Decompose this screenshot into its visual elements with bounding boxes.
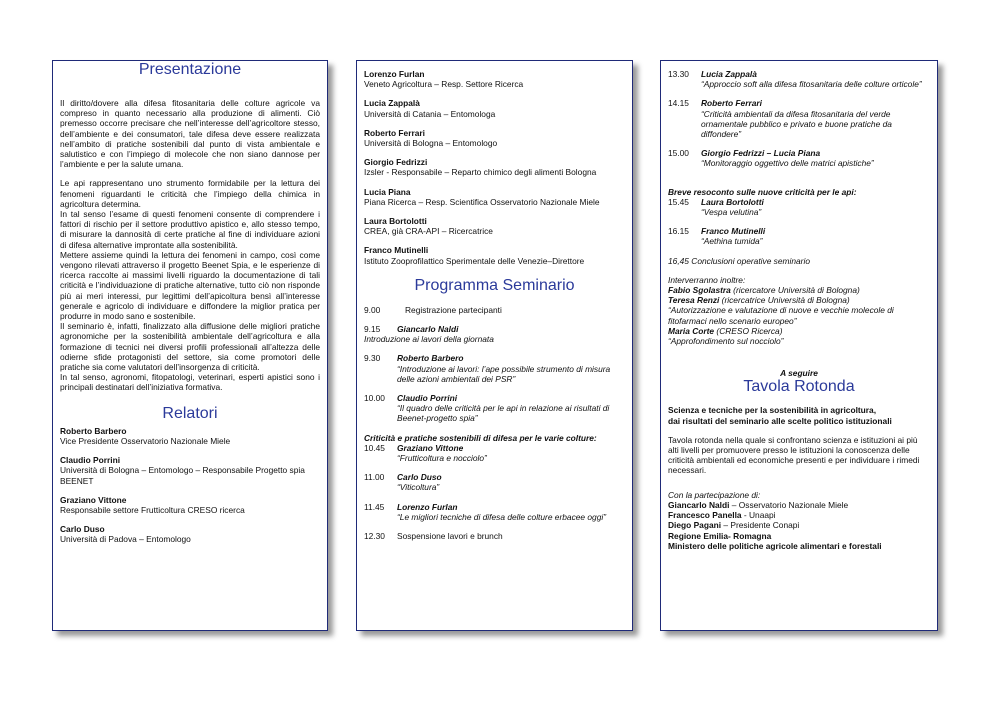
schedule-time: 11.00 — [364, 472, 385, 483]
relatore-entry — [364, 98, 625, 118]
schedule-speaker: Giancarlo Naldi — [397, 324, 459, 335]
schedule-item — [668, 226, 930, 246]
conclusion: 16,45 Conclusioni operative seminario — [668, 255, 810, 266]
relatore-role: Università di Padova – Entomologo — [60, 534, 191, 545]
participant — [668, 541, 930, 551]
schedule-item — [364, 472, 625, 492]
guest-role: (CRESO Ricerca) — [714, 325, 783, 336]
relatore-entry — [364, 69, 625, 89]
schedule-speaker: Lorenzo Furlan — [397, 501, 458, 512]
schedule-item — [668, 197, 930, 217]
schedule-talk-title: “Introduzione ai lavori: l’ape possibile strumento di misura delle azioni ambientali dei PSR” — [397, 363, 611, 384]
relatori-title: Relatori — [162, 404, 218, 422]
participant — [668, 510, 930, 520]
relatore-name: Lucia Zappalà — [364, 98, 420, 109]
schedule-talk-title: “Approccio soft alla difesa fitosanitaria delle colture orticole” — [701, 79, 922, 90]
schedule-time: 13.30 — [668, 69, 689, 79]
a-seguire-label: A seguire — [780, 368, 818, 379]
presentazione-paragraph: Il seminario è, infatti, finalizzato alla diffusione delle migliori pratiche agronomiche per la sostenibilità ambientale dell’agricoltura e alla formazione di tecnici nei diversi profili professionali all’altezza delle odierne sfide protagonisti del settore, sia come promotori delle pratiche sia come valutatori dell’insorgenza di criticità. — [60, 321, 320, 373]
panel-left — [52, 60, 328, 631]
tavola-title: Tavola Rotonda — [743, 378, 855, 396]
relatore-role: Responsabile settore Frutticoltura CRESO ricerca — [60, 504, 245, 515]
schedule-time: 10.45 — [364, 442, 385, 453]
schedule-speaker: Carlo Duso — [397, 472, 442, 483]
schedule-talk-title: “Monitoraggio oggettivo delle matrici apistiche” — [701, 158, 874, 169]
presentazione-paragraph: In tal senso, agronomi, fitopatologi, veterinari, esperti apistici sono i principali destinatari dell’iniziativa formativa. — [60, 372, 320, 393]
schedule-talk-title: “Frutticoltura e nocciolo” — [397, 453, 487, 464]
participant — [668, 500, 930, 510]
relatore-name: Lucia Piana — [364, 186, 411, 197]
schedule-speaker: Graziano Vittone — [397, 442, 464, 453]
participant-name: Ministero delle politiche agricole alimentari e forestali — [668, 540, 882, 551]
schedule-item — [668, 69, 930, 89]
relatore-role: CREA, già CRA-API – Ricercatrice — [364, 226, 493, 237]
schedule-time: 9.00 — [364, 304, 381, 315]
participant — [668, 520, 930, 530]
guest-role: (ricercatrice Università di Bologna) — [719, 295, 850, 306]
schedule-item — [364, 531, 625, 541]
tavola-subtitle: dai risultati del seminario alle scelte politico istituzionali — [668, 415, 892, 426]
participant-role: – Presidente Conapi — [721, 520, 800, 531]
schedule-item — [364, 324, 625, 344]
relatore-entry — [364, 245, 625, 265]
schedule-time: 15.00 — [668, 148, 689, 159]
participant-name: Francesco Panella — [668, 510, 742, 521]
presentazione-paragraph: In tal senso l’esame di questi fenomeni consente di comprendere i fattori di rischio per il settore produttivo apistico e, allo stesso tempo, di misurare la dannosità di certe pratiche al fine di individuare azioni di difesa alternative improntate alla sostenibilità. — [60, 209, 320, 250]
schedule-speaker: Franco Mutinelli — [701, 226, 766, 237]
participant-name: Giancarlo Naldi — [668, 499, 730, 510]
schedule-item — [364, 305, 625, 315]
guest-name: Maria Corte — [668, 325, 715, 336]
schedule-time: 16.15 — [668, 226, 689, 237]
relatore-name: Franco Mutinelli — [364, 245, 429, 256]
schedule-time: 9.30 — [364, 353, 381, 364]
participant-name: Regione Emilia- Romagna — [668, 530, 772, 541]
criticita-heading: Criticità e pratiche sostenibili di difesa per le varie colture: — [364, 432, 597, 443]
presentazione-paragraph: Il diritto/dovere alla difesa fitosanitaria delle colture agricole va compreso in quanto necessario alla produzione di alimenti. Ciò premesso occorre precisare che nell’interesse dell’agricoltore stesso, dell’ambiente e dei consumatori, tale difesa deve essere realizzata nell’ambito di pratiche sostenibili dal punto di vista ambientale e salutistico e con l’impiego di molecole che non siano dannose per l’ambiente e per la salute umana. — [60, 98, 320, 170]
relatore-role: Università di Bologna – Entomologo – Responsabile Progetto spia BEENET — [60, 465, 305, 486]
participant-role: - Unaapi — [741, 510, 776, 521]
schedule-time: 15.45 — [668, 196, 689, 207]
schedule-talk-title: “Vespa velutina” — [701, 207, 762, 218]
schedule-talk-title: “Criticità ambientali da difesa fitosanitaria del verde ornamentale pubblico e privato e buone pratiche da diffondere” — [701, 108, 892, 140]
schedule-text: Introduzione ai lavori della giornata — [364, 334, 494, 345]
schedule-speaker: Roberto Barbero — [397, 353, 464, 364]
schedule-speaker: Laura Bortolotti — [701, 196, 764, 207]
presentazione-paragraph: Mettere assieme quindi la lettura dei fenomeni in campo, così come vengono rilevati attraverso il progetto Beenet Spia, e le esperienze di ricerca raccolte ai massimi livelli riguardo la documentazione di tali criticità e l’individuazione di pratiche alternative, tutto ciò non risponde più ai meri interessi, pur legittimi dell’apicoltura bensì all’interesse generale e agricolo di individuare e diffondere la miglior pratica per produrre in modo sano e sostenibile. — [60, 249, 320, 322]
interverranno-heading: Interverranno inoltre: — [668, 274, 746, 285]
schedule-time: 12.30 — [364, 531, 385, 542]
relatore-name: Claudio Porrini — [60, 455, 121, 466]
schedule-talk-title: “Il quadro delle criticità per le api in relazione ai risultati di Beenet-progetto spia” — [397, 403, 610, 424]
relatore-entry — [60, 426, 320, 446]
relatore-entry — [60, 524, 320, 544]
relatore-name: Lorenzo Furlan — [364, 69, 425, 79]
guest-talk-title: “Autorizzazione e valutazione di nuove e vecchie molecole di fitofarmaci nello scenario europeo” — [668, 305, 894, 326]
schedule-speaker: Claudio Porrini — [397, 393, 458, 404]
relatore-role: Vice Presidente Osservatorio Nazionale Miele — [60, 435, 231, 446]
schedule-time: 14.15 — [668, 98, 689, 109]
guest-role: (ricercatore Università di Bologna) — [730, 285, 860, 296]
relatore-name: Graziano Vittone — [60, 494, 127, 505]
schedule-text: Sospensione lavori e brunch — [397, 531, 503, 542]
guest-talk-title: “Approfondimento sul nocciolo” — [668, 336, 784, 347]
relatore-entry — [364, 187, 625, 207]
partecipazione-heading: Con la partecipazione di: — [668, 489, 761, 500]
schedule-time: 11.45 — [364, 501, 385, 512]
guest-name: Fabio Sgolastra — [668, 285, 731, 296]
schedule-talk-title: “Aethina tumida” — [701, 236, 763, 247]
panel-middle — [356, 60, 633, 631]
resoconto-heading: Breve resoconto sulle nuove criticità per le api: — [668, 186, 857, 197]
schedule-item — [364, 353, 625, 384]
programma-title: Programma Seminario — [414, 276, 575, 294]
interverranno-block — [668, 275, 930, 346]
relatore-name: Roberto Barbero — [60, 425, 127, 436]
schedule-time: 9.15 — [364, 324, 381, 335]
guest-name: Teresa Renzi — [668, 295, 720, 306]
participant-role: – Osservatorio Nazionale Miele — [729, 499, 849, 510]
relatore-name: Giorgio Fedrizzi — [364, 157, 428, 168]
schedule-speaker: Giorgio Fedrizzi – Lucia Piana — [701, 148, 821, 159]
schedule-item — [668, 98, 930, 139]
relatore-role: Istituto Zooprofilattico Sperimentale delle Venezie–Direttore — [364, 255, 585, 266]
tavola-subtitle: Scienza e tecniche per la sostenibilità in agricoltura, — [668, 405, 877, 416]
participant-name: Diego Pagani — [668, 520, 722, 531]
relatore-name: Carlo Duso — [60, 524, 105, 535]
relatore-role: Università di Bologna – Entomologo — [364, 138, 498, 149]
schedule-speaker: Roberto Ferrari — [701, 98, 762, 109]
relatore-entry — [60, 455, 320, 486]
relatore-role: Piana Ricerca – Resp. Scientifica Osservatorio Nazionale Miele — [364, 196, 600, 207]
relatore-entry — [60, 495, 320, 515]
relatore-entry — [364, 216, 625, 236]
schedule-time: 10.00 — [364, 393, 385, 404]
panel-right — [660, 60, 938, 631]
schedule-talk-title: “Viticoltura” — [397, 482, 440, 493]
relatore-name: Roberto Ferrari — [364, 127, 425, 138]
relatore-name: Laura Bortolotti — [364, 216, 427, 227]
relatore-role: Veneto Agricoltura – Resp. Settore Ricerca — [364, 79, 524, 90]
schedule-item — [364, 443, 625, 463]
schedule-text: Registrazione partecipanti — [405, 304, 502, 315]
schedule-item — [364, 393, 625, 424]
presentazione-paragraph: Le api rappresentano uno strumento formidabile per la lettura dei fenomeni riguardanti le criticità che l’impiego della chimica in agricoltura determina. — [60, 178, 320, 209]
relatore-role: Università di Catania – Entomologa — [364, 108, 496, 119]
participant — [668, 531, 930, 541]
schedule-item — [364, 502, 625, 522]
presentazione-title: Presentazione — [138, 61, 242, 78]
relatore-entry — [364, 157, 625, 177]
schedule-item — [668, 148, 930, 168]
schedule-speaker: Lucia Zappalà — [701, 69, 757, 79]
relatore-entry — [364, 128, 625, 148]
schedule-talk-title: “Le migliori tecniche di difesa delle colture erbacee oggi” — [397, 511, 607, 522]
tavola-description: Tavola rotonda nella quale si confrontano scienza e istituzioni ai più alti livelli per promuovere presso le istituzioni la conoscenza delle criticità ambientali ed economiche presenti e per individuare i rimedi necessari. — [668, 434, 920, 476]
relatore-role: Izsler - Responsabile – Reparto chimico degli alimenti Bologna — [364, 167, 597, 178]
